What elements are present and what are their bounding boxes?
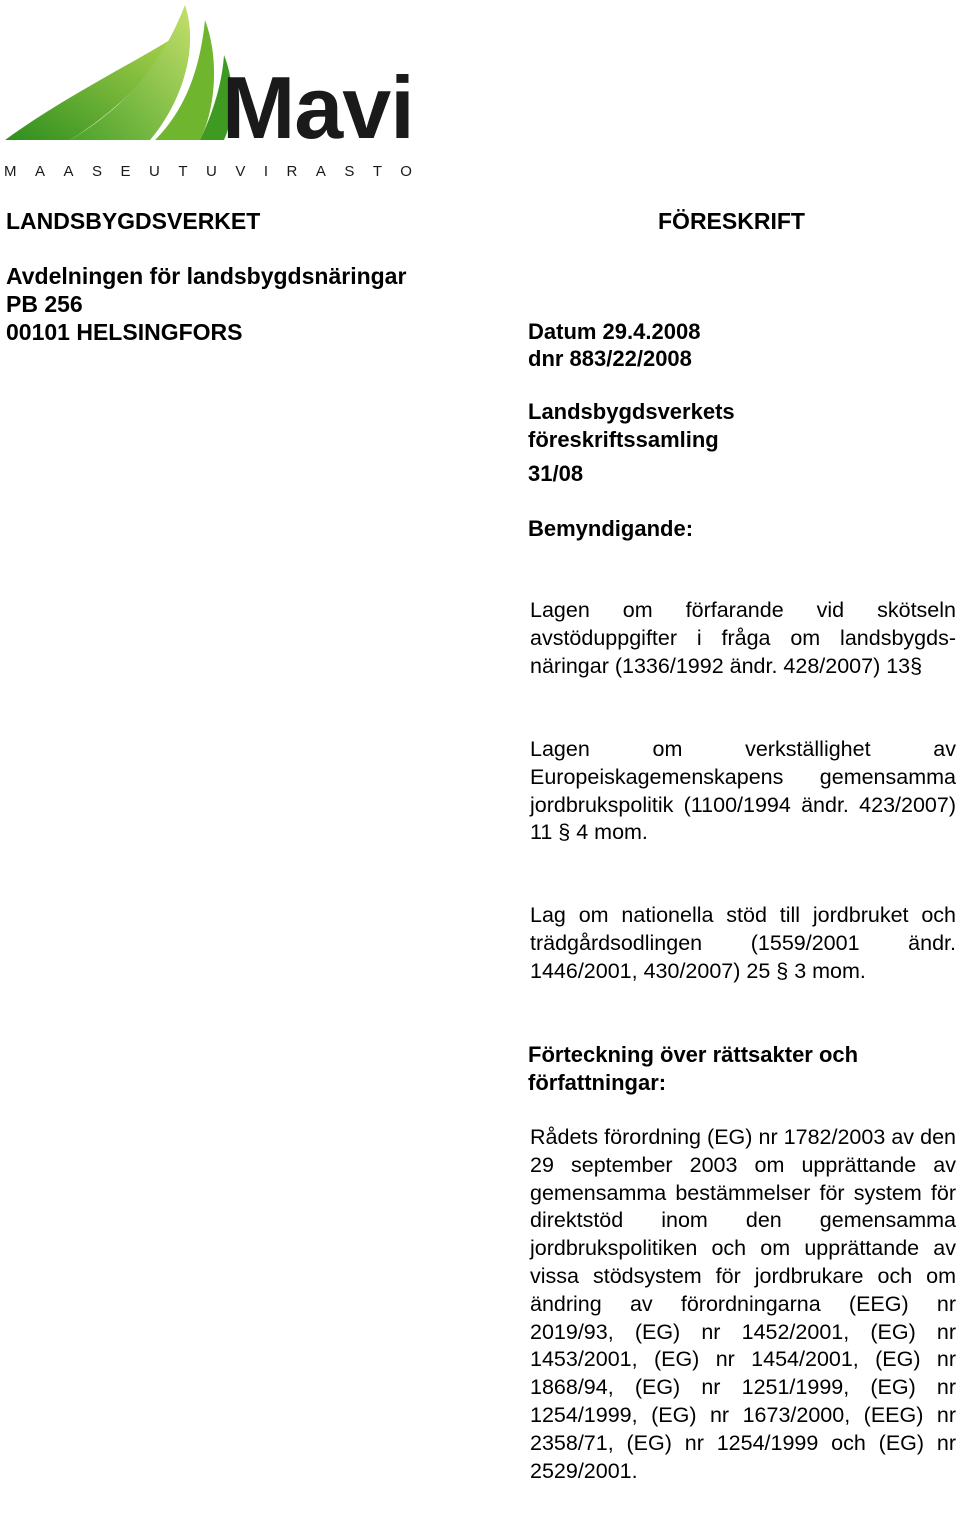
collection-number: 31/08 bbox=[528, 461, 584, 486]
postal-city: 00101 HELSINGFORS bbox=[6, 319, 243, 345]
collection-title-line1: Landsbygdsverkets bbox=[528, 399, 735, 424]
authorization-paragraph-1: Lagen om förfarande vid skötseln avstöduppgifter i fråga om landsbygds-näringar (1336/1992 ändr. 428/2007) 13§ bbox=[530, 598, 956, 678]
document-type: FÖRESKRIFT bbox=[658, 208, 805, 234]
references-text: Rådets förordning (EG) nr 1782/2003 av den 29 september 2003 om upprättande av gemensamma bestämmelser för system för direktstöd inom den gemensamma jordbrukspolitiken och om upprättande av vissa stödsystem för jordbrukare och om ändring av förordningarna (EEG) nr 2019/93, (EG) nr 1452/2001, (EG) nr 1453/2001, (EG) nr 1454/2001, (EG) nr 1868/94, (EG) nr 1251/1999, (EG) nr 1254/1999, (EG) nr 1673/2000, (EEG) nr 2358/71, (EG) nr 1254/1999 och (EG) nr 2529/2001. bbox=[530, 1125, 956, 1483]
collection-title-line2: föreskriftssamling bbox=[528, 427, 719, 452]
po-box: PB 256 bbox=[6, 291, 83, 317]
department-name: Avdelningen för landsbygdsnäringar bbox=[6, 263, 407, 289]
authorization-paragraph-3: Lag om nationella stöd till jordbruket och trädgårdsodlingen (1559/2001 ändr. 1446/2001, 430/2007) 25 § 3 mom. bbox=[530, 903, 956, 983]
authorization-paragraph-2: Lagen om verkställighet av Europeiskagemenskapens gemensamma jordbrukspolitik (1100/1994 ändr. 423/2007) 11 § 4 mom. bbox=[530, 737, 956, 845]
references-heading-line2: författningar: bbox=[528, 1070, 667, 1095]
document-dnr: dnr 883/22/2008 bbox=[528, 346, 692, 371]
authorization-heading: Bemyndigande: bbox=[528, 516, 694, 541]
logo-subtitle: MAASEUTUVIRASTO bbox=[4, 163, 431, 180]
references-heading-line1: Förteckning över rättsakter och bbox=[528, 1042, 859, 1067]
logo-wordmark: Mavi bbox=[222, 58, 414, 157]
document-date: Datum 29.4.2008 bbox=[528, 319, 701, 344]
agency-name: LANDSBYGDSVERKET bbox=[6, 208, 261, 234]
